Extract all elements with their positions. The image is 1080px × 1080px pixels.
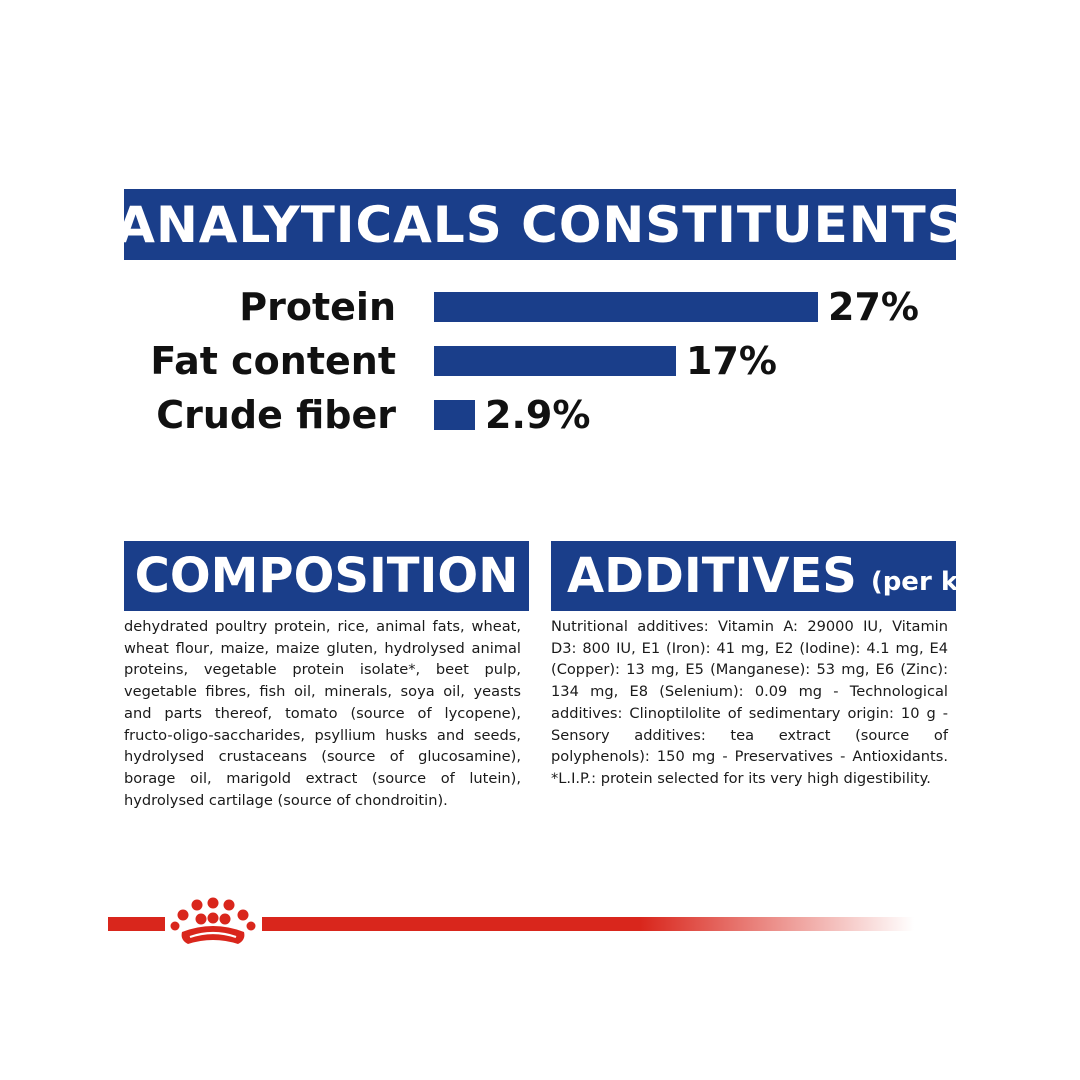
composition-title: COMPOSITION: [134, 548, 519, 604]
nutrient-value-label: 17%: [686, 339, 777, 383]
nutrient-bar: [434, 292, 818, 322]
composition-text: dehydrated poultry protein, rice, animal fats, wheat, wheat flour, maize, maize gluten, hydrolysed animal proteins, vegetable protein isolate*, beet pulp, vegetable fibres, fish oil, minerals, soya oil, yeasts and parts thereof, tomato (source of lycopene), fructo-oligo-saccharides, psyllium husks and seeds, hydrolysed crustaceans (source of glucosamine), borage oil, marigold extract (source of lutein), hydrolysed cartilage (source of chondroitin).: [124, 618, 521, 809]
nutrient-label: Fat content: [150, 339, 396, 383]
brand-strip-left: [108, 917, 165, 931]
analyticals-banner: [116, 189, 964, 260]
brand-strip-right: [262, 917, 914, 931]
additives-text: Nutritional additives: Vitamin A: 29000 IU, Vitamin D3: 800 IU, E1 (Iron): 41 mg, E2 (Iodine): 4.1 mg, E4 (Copper): 13 mg, E5 (Manganese): 53 mg, E6 (Zinc): 134 mg, E8 (Selenium): 0.09 mg - Technological additives: Clinoptilolite of sedimentary origin: 10 g - Sensory additives: tea extract (source of polyphenols): 150 mg - Preservatives - Antioxidants. *L.I.P.: protein selected for its very high digestibility.: [551, 618, 948, 787]
analyticals-title: ANALYTICALS CONSTITUENTS: [116, 195, 964, 254]
composition-banner: [124, 541, 529, 611]
nutrient-bar: [434, 346, 676, 376]
additives-title: ADDITIVES: [567, 548, 857, 604]
nutrient-value-label: 2.9%: [485, 393, 591, 437]
nutrient-label: Protein: [239, 285, 396, 329]
nutrient-value-label: 27%: [828, 285, 919, 329]
nutrient-bar: [434, 400, 475, 430]
additives-banner: [551, 541, 989, 611]
nutrient-label: Crude fiber: [156, 393, 396, 437]
analyticals-chart: [0, 280, 1080, 450]
additives-title-suffix: (per kg): [870, 567, 989, 597]
crown-icon: [168, 896, 258, 948]
